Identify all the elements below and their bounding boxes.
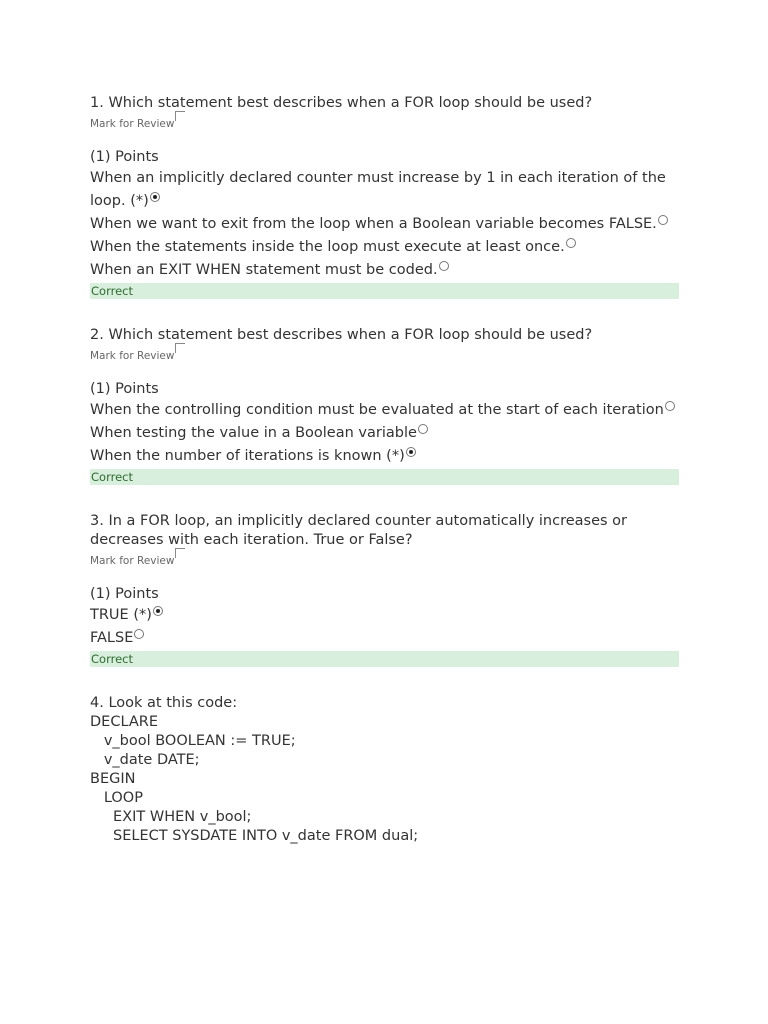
question-1 [90, 94, 690, 299]
answer-radio[interactable] [566, 238, 576, 248]
code-line: DECLARE [90, 714, 159, 730]
answer-option-label: FALSE [90, 630, 134, 646]
answer-option [90, 259, 690, 282]
question-1-points: (1) Points [90, 149, 159, 165]
answer-option-label: When testing the value in a Boolean variable [90, 425, 417, 441]
answer-radio[interactable] [665, 401, 675, 411]
result-correct-bar: Correct [90, 651, 679, 667]
code-line: EXIT WHEN v_bool; [90, 809, 252, 825]
mark-for-review-checkbox[interactable] [175, 343, 185, 353]
answer-option [90, 236, 690, 259]
question-2-text: 2. Which statement best describes when a FOR loop should be used? [90, 327, 593, 343]
question-4 [90, 694, 690, 846]
answer-option [90, 445, 690, 468]
question-4-text: 4. Look at this code: [90, 695, 238, 711]
mark-for-review-label: Mark for Review [90, 118, 175, 130]
answer-option [90, 422, 690, 445]
answer-option [90, 627, 690, 650]
answer-radio[interactable] [153, 606, 163, 616]
answer-radio[interactable] [418, 424, 428, 434]
answer-option-label: TRUE (*) [90, 607, 152, 623]
answer-option-label: When we want to exit from the loop when a Boolean variable becomes FALSE. [90, 216, 657, 232]
answer-option [90, 604, 690, 627]
mark-for-review [90, 348, 690, 364]
mark-for-review-checkbox[interactable] [175, 548, 185, 558]
question-3 [90, 512, 690, 667]
answer-option [90, 399, 690, 422]
answer-radio[interactable] [658, 215, 668, 225]
answer-option-label: When an EXIT WHEN statement must be coded. [90, 262, 438, 278]
answer-option-label: When the number of iterations is known (*) [90, 448, 405, 464]
answer-option-label: When the controlling condition must be evaluated at the start of each iteration [90, 402, 664, 418]
result-correct-bar: Correct [90, 469, 679, 485]
mark-for-review-checkbox[interactable] [175, 111, 185, 121]
answer-option [90, 167, 690, 213]
answer-radio[interactable] [134, 629, 144, 639]
quiz-page [90, 94, 690, 846]
answer-radio[interactable] [406, 447, 416, 457]
code-line: BEGIN [90, 771, 136, 787]
answer-radio[interactable] [150, 192, 160, 202]
code-line: SELECT SYSDATE INTO v_date FROM dual; [90, 828, 419, 844]
mark-for-review [90, 553, 690, 569]
question-2 [90, 326, 690, 485]
answer-option [90, 213, 690, 236]
question-3-points: (1) Points [90, 586, 159, 602]
question-1-text: 1. Which statement best describes when a FOR loop should be used? [90, 95, 593, 111]
mark-for-review [90, 116, 690, 132]
result-correct-bar: Correct [90, 283, 679, 299]
code-line: v_date DATE; [90, 752, 200, 768]
question-2-points: (1) Points [90, 381, 159, 397]
answer-radio[interactable] [439, 261, 449, 271]
mark-for-review-label: Mark for Review [90, 555, 175, 567]
code-line: v_bool BOOLEAN := TRUE; [90, 733, 296, 749]
mark-for-review-label: Mark for Review [90, 350, 175, 362]
code-line: LOOP [90, 790, 143, 806]
answer-option-label: When the statements inside the loop must execute at least once. [90, 239, 565, 255]
answer-option-label: When an implicitly declared counter must increase by 1 in each iteration of the loop. (*) [90, 170, 666, 209]
question-3-text: 3. In a FOR loop, an implicitly declared counter automatically increases or decreases with each iteration. True or False? [90, 513, 628, 548]
